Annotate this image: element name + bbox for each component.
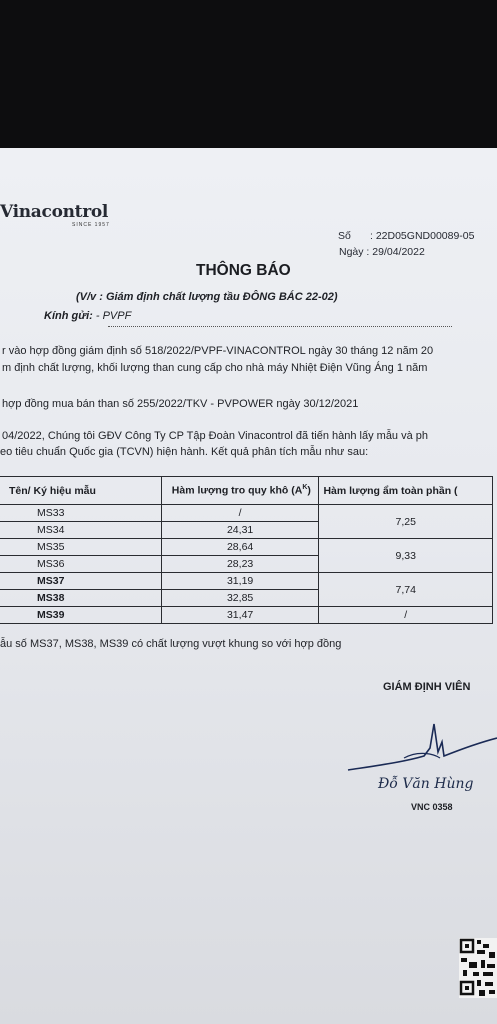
moisture-value: / (319, 607, 493, 624)
paragraph-sales-contract: hợp đồng mua bán than số 255/2022/TKV - PVPOWER ngày 30/12/2021 (2, 398, 359, 410)
doc-number-label: Số (338, 230, 351, 242)
logo-since-text: SINCE 1957 (72, 222, 110, 228)
qr-code-icon (459, 938, 497, 998)
header-sample-code: Tên/ Ký hiệu mẫu (0, 477, 161, 505)
paragraph-contract: r vào hợp đồng giám định số 518/2022/PVPF-VINACONTROL ngày 30 tháng 12 năm 20 (2, 345, 434, 357)
table-header-row (0, 477, 493, 505)
handwritten-signature (344, 718, 497, 778)
inspector-label: GIÁM ĐỊNH VIÊN (383, 681, 471, 693)
recipient-value: - PVPF (95, 310, 132, 322)
moisture-value: 7,74 (319, 573, 493, 607)
recipient-label: Kính gửi: (44, 310, 93, 322)
sample-code: MS33 (0, 505, 161, 522)
moisture-value: 9,33 (319, 539, 493, 573)
document-title: THÔNG BÁO (196, 262, 291, 279)
sample-code: MS35 (0, 539, 161, 556)
sample-code: MS38 (0, 590, 161, 607)
paragraph-scope: m định chất lượng, khối lượng than cung cấp cho nhà máy Nhiệt Điện Vũng Áng 1 năm (2, 362, 428, 374)
results-table (0, 476, 493, 624)
table-row (0, 505, 493, 522)
table-row (0, 539, 493, 556)
table-row (0, 573, 493, 590)
conclusion-note: ẫu số MS37, MS38, MS39 có chất lượng vượt khung so với hợp đồng (0, 638, 342, 650)
sample-code: MS37 (0, 573, 161, 590)
ash-value: 31,47 (161, 607, 319, 624)
paragraph-standard: eo tiêu chuẩn Quốc gia (TCVN) hiện hành. Kết quả phân tích mẫu như sau: (0, 446, 369, 458)
ash-value: 31,19 (161, 573, 319, 590)
doc-number: : 22D05GND00089-05 (370, 230, 475, 242)
recipient (44, 310, 131, 322)
sample-code: MS39 (0, 607, 161, 624)
header-moisture: Hàm lượng ẩm toàn phần ( (319, 477, 493, 505)
ash-value: 28,23 (161, 556, 319, 573)
document-subject: (V/v : Giám định chất lượng tầu ĐÔNG BÁC 22-02) (76, 291, 338, 303)
header-ash: Hàm lượng tro quy khô $(A^K)$ (161, 477, 319, 505)
sample-code: MS36 (0, 556, 161, 573)
vinacontrol-logo: Vinacontrol (0, 202, 109, 222)
table-row (0, 607, 493, 624)
ash-value: / (161, 505, 319, 522)
doc-date: Ngày : 29/04/2022 (339, 246, 425, 258)
document-page (0, 148, 497, 1024)
inspector-name: Đỗ Văn Hùng (378, 776, 474, 792)
ash-value: 24,31 (161, 522, 319, 539)
paragraph-sampling: 04/2022, Chúng tôi GĐV Công Ty CP Tập Đoàn Vinacontrol đã tiến hành lấy mẫu và ph (2, 430, 429, 442)
inspector-code: VNC 0358 (411, 802, 453, 812)
ash-value: 32,85 (161, 590, 319, 607)
moisture-value: 7,25 (319, 505, 493, 539)
sample-code: MS34 (0, 522, 161, 539)
ash-value: 28,64 (161, 539, 319, 556)
recipient-dotted-line (108, 326, 452, 327)
